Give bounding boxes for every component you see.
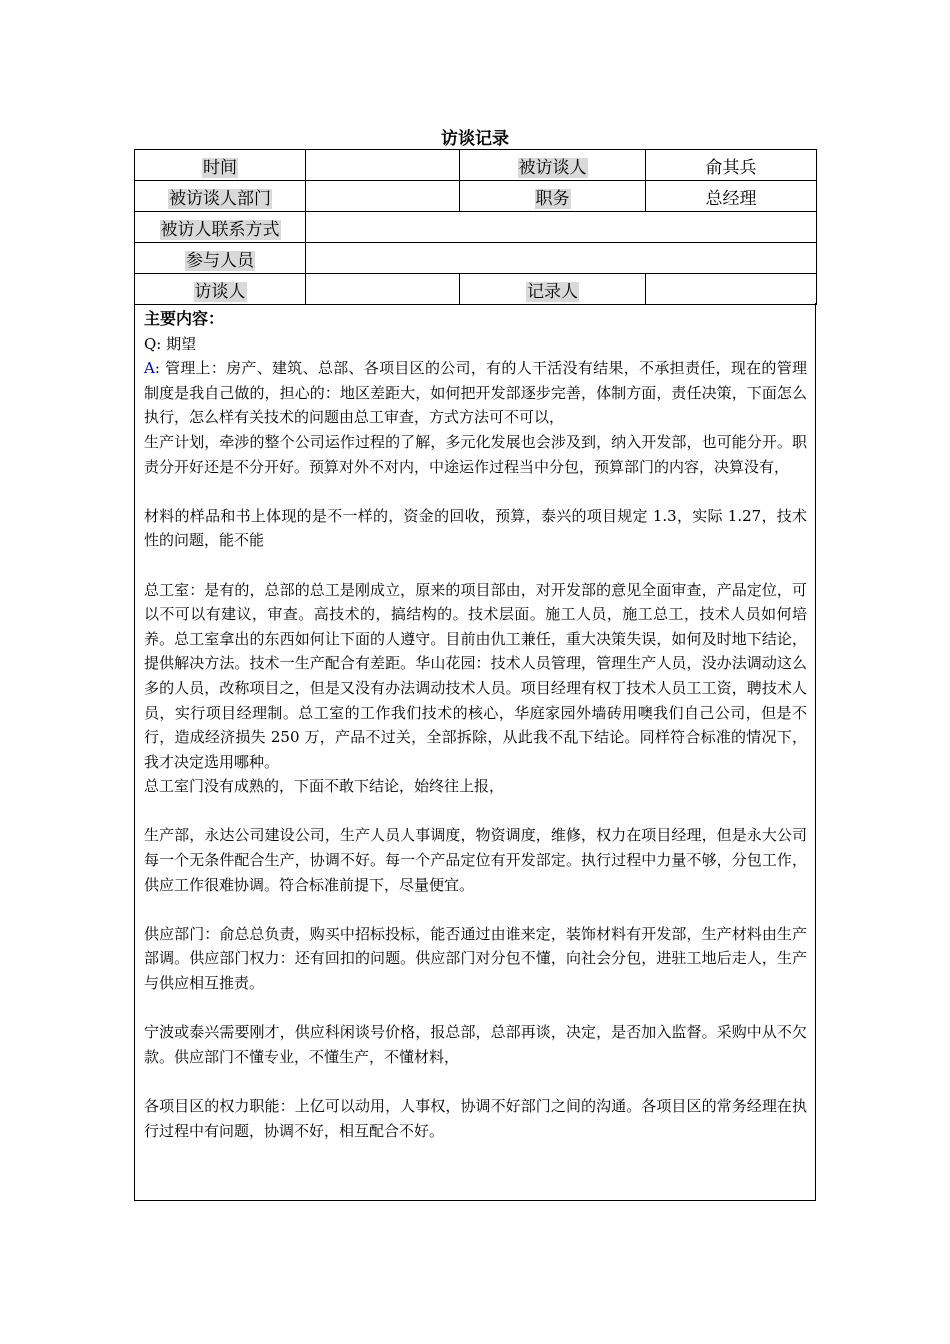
recorder-label-cell [460, 274, 646, 305]
answer-paragraph [144, 356, 807, 430]
interviewee-label: 被访谈人 [518, 157, 587, 178]
interviewer-value-cell [306, 274, 460, 305]
table-row [135, 243, 817, 274]
interview-info-table [134, 149, 817, 305]
question-line: Q: 期望 [144, 334, 197, 353]
answer-prefix: A [144, 359, 155, 378]
table-row [135, 212, 817, 243]
interviewee-label-cell [460, 150, 646, 181]
paragraph: 生产计划，牵涉的整个公司运作过程的了解，多元化发展也会涉及到，纳入开发部，也可能分开。职责分开好还是不分开好。预算对外不对内，中途运作过程当中分包，预算部门的内容，决算没有， [144, 432, 807, 476]
paragraph: 总工室门没有成熟的，下面不敢下结论，始终往上报， [144, 777, 505, 796]
table-row [135, 274, 817, 305]
contact-label-cell [135, 212, 306, 243]
paragraph: 总工室：是有的，总部的总工是刚成立，原来的项目部由，对开发部的意见全面审查，产品定位，可以不可以有建议，审查。高技术的，搞结构的。技术层面。施工人员，施工总工，技术人员如何培养。总工室拿出的东西如何让下面的人遵守。目前由仇工兼任，重大决策失误，如何及时地下结论，提供解决方法。技术一生产配合有差距。华山花园：技术人员管理，管理生产人员，没办法调动这么多的人员，改称项目之，但是又没有办法调动技术人员。项目经理有权丁技术人员工工资，聘技术人员，实行项目经理制。总工室的工作我们技术的核心，华庭家园外墙砖用噢我们自己公司，但是不行，造成经济损失 250 万，产品不过关，全部拆除，从此我不乱下结论。同样符合标准的情况下，我才决定选用哪种。 [144, 580, 807, 771]
dept-label-cell [135, 181, 306, 212]
table-row [135, 181, 817, 212]
paragraph: 宁波或泰兴需要刚才，供应科闲谈号价格，报总部，总部再谈，决定，是否加入监督。采购中从不欠款。供应部门不懂专业，不懂生产，不懂材料， [144, 1023, 807, 1066]
content-heading: 主要内容： [144, 309, 225, 328]
recorder-value-cell [646, 274, 817, 305]
participants-value-cell [306, 243, 817, 274]
dept-label: 被访谈人部门 [169, 188, 271, 209]
participants-label-cell [135, 243, 306, 274]
interviewer-label-cell [135, 274, 306, 305]
paragraph: 各项目区的权力职能：上亿可以动用，人事权，协调不好部门之间的沟通。各项目区的常务经理在执行过程中有问题，协调不好，相互配合不好。 [144, 1097, 807, 1140]
position-value: 总经理 [646, 181, 817, 212]
main-content [144, 307, 807, 1143]
paragraph: 材料的样品和书上体现的是不一样的，资金的回收，预算，泰兴的项目规定 1.3，实际 1.27，技术性的问题，能不能 [144, 506, 807, 550]
answer-text: : 管理上：房产、建筑、总部、各项目区的公司，有的人干活没有结果，不承担责任，现在的管理制度是我自己做的，担心的：地区差距大，如何把开发部逐步完善，体制方面，责任决策，下面怎么执行，怎么样有关技术的问题由总工审查，方式方法可不可以， [144, 359, 807, 427]
interviewer-label: 访谈人 [194, 281, 246, 302]
paragraph: 生产部，永达公司建设公司，生产人员人事调度，物资调度，维修，权力在项目经理，但是永大公司每一个无条件配合生产，协调不好。每一个产品定位有开发部定。执行过程中力量不够，分包工作，供应工作很难协调。符合标准前提下，尽量便宜。 [144, 826, 807, 894]
page-title: 访谈记录 [441, 129, 509, 149]
time-value-cell [306, 150, 460, 181]
contact-label: 被访人联系方式 [160, 219, 280, 240]
participants-label: 参与人员 [186, 250, 254, 271]
dept-value-cell [306, 181, 460, 212]
time-label-cell [135, 150, 306, 181]
time-label: 时间 [203, 157, 237, 178]
position-label: 职务 [535, 188, 570, 209]
interviewee-value: 俞其兵 [646, 150, 817, 181]
contact-value-cell [306, 212, 817, 243]
main-content-cell [134, 303, 816, 1201]
recorder-label: 记录人 [527, 281, 578, 302]
position-label-cell [460, 181, 646, 212]
paragraph: 供应部门：俞总总负责，购买中招标投标，能否通过由谁来定，装饰材料有开发部，生产材料由生产部调。供应部门权力：还有回扣的问题。供应部门对分包不懂，向社会分包，进驻工地后走人，生产与供应相互推责。 [144, 924, 807, 993]
table-row [135, 150, 817, 181]
